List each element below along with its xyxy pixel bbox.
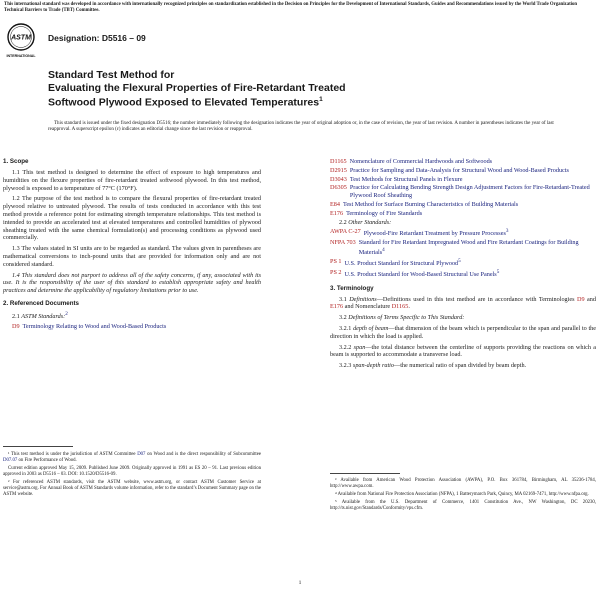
reference-title-link[interactable]: Test Method for Surface Burning Characteristics of Building Materials [342,200,519,208]
reference-item [330,184,596,200]
reference-title-link[interactable]: Nomenclature of Commercial Hardwoods and Softwoods [349,158,493,165]
footnotes-right [330,478,596,514]
reference-title-link[interactable]: U.S. Product Standard for Wood-Based Structural Use Panels$^5$ [344,268,500,278]
reference-item [330,269,596,279]
terminology-heading: 3. Terminology [330,284,374,292]
footnote-divider-left [3,446,73,447]
reference-item [330,167,596,175]
reference-code-link[interactable]: AWPA C-27 [330,228,361,236]
title-line-2: Evaluating the Flexural Properties of Fire-Retardant Treated [48,81,346,94]
title-line-1: Standard Test Method for [48,69,175,81]
committee-d07-link[interactable]: D07 [137,452,146,457]
reference-title-link[interactable]: Standard for Fire Retardant Impregnated Wood and Fire Retardant Coatings for Building Materials$^4$ [358,239,579,257]
reference-title-link[interactable]: Terminology of Fire Standards [346,209,423,217]
logo-text: ASTM [11,34,31,42]
footnote-4: ⁴ Available from National Fire Protection Association (NFPA), 1 Batterymarch Park, Quincy, MA 02169-7471, http://www.nfpa.org. [335,492,589,497]
d1165-link[interactable]: D1165 [391,303,409,311]
reference-title-link[interactable]: Terminology Relating to Wood and Wood-Based Products [22,322,167,330]
subcommittee-d0707-link[interactable]: D07.07 [3,458,18,463]
reference-code-link[interactable]: D1165 [330,158,347,165]
scope-heading: 1. Scope [3,158,29,165]
reference-item [330,158,596,166]
reference-code-link[interactable]: D3043 [330,175,347,183]
footnote-1-current-edition: Current edition approved May 15, 2009. Published June 2009. Originally approved in 1991 as ES 20 – 91. Last previous edition approved in 2003 as D5516 – 03. DOI: 10.1520/D5516-09. [3,466,261,477]
reference-code-link[interactable]: E176 [330,209,344,217]
reference-item [330,228,596,238]
d9-link[interactable]: D9 [577,295,585,303]
reference-code-link[interactable]: D2915 [330,166,347,174]
right-column [330,158,596,373]
astm-standards-label: 2.1 ASTM Standards:$^2$ [12,310,68,321]
terminology-3-1: 3.1 Definitions—Definitions used in this test method are in accordance with Terminologies D9 and E176 and Nomenclature D1165. [330,295,596,311]
issued-note: This standard is issued under the fixed designation D5516; the number immediately following the designation indicates the year of original adoption or, in the case of revision, the year of last revision. A number in parentheses indicates the year of last reapproval. A superscript epsilon (ε) indicates an editorial change since the last revision or reapproval. [48,121,554,133]
reference-title-link[interactable]: Test Methods for Structural Panels in Flexure [349,175,463,183]
left-column [3,158,261,332]
reference-item [3,323,261,331]
reference-code-link[interactable]: D9 [12,322,20,330]
title-footnote-ref[interactable]: 1 [319,96,323,103]
terminology-3-2: 3.2 Definitions of Terms Specific to This Standard: [339,314,465,322]
footnote-5: ⁵ Available from the U.S. Department of Commerce, 1401 Constitution Ave., NW Washington, DC 20230, http://ts.nist.gov/Standards/Conformity/vps.cfm. [330,500,596,511]
reference-title-link[interactable]: U.S. Product Standard for Structural Plywood$^5$ [344,257,461,267]
terminology-3-2-1: 3.2.1 depth of beam—that dimension of the beam which is perpendicular to the span and parallel to the direction in which the load is applied. [330,325,596,340]
reference-code-link[interactable]: D6305 [330,184,347,192]
reference-code-link[interactable]: NFPA 703 [330,239,356,247]
reference-item [330,258,596,268]
footnote-2: ² For referenced ASTM standards, visit the ASTM website, www.astm.org, or contact ASTM Customer Service at service@astm.org. For Annual Book of ASTM Standards volume information, refer to the standard’s Document Summary page on the ASTM website. [3,480,261,497]
reference-item [330,210,596,218]
referenced-documents-heading: 2. Referenced Documents [3,299,79,307]
reference-title-link[interactable]: Practice for Calculating Bending Strength Design Adjustment Factors for Fire-Retardant-Treated Plywood Roof Sheathing [349,184,590,200]
terminology-3-2-2: 3.2.2 span—the total distance between the centerline of supports providing the reactions on which a beam is supported to accommodate a transverse load. [330,343,596,359]
scope-1-1: 1.1 This test method is designed to determine the effect of exposure to high temperatures and humidities on the flexure properties of fire-retardant treated softwood plywood. In this test method, plywood is exposed to a temperature of 77°C (170°F). [3,169,261,192]
reference-title-link[interactable]: Plywood-Fire Retardant Treatment by Pressure Processes$^3$ [363,228,509,238]
title-line-3: Softwood Plywood Exposed to Elevated Temperatures$^1$ [48,96,323,109]
page-number: 1 [298,580,302,586]
other-standards-label: 2.2 Other Standards: [339,218,392,226]
logo-subtext: INTERNATIONAL [6,54,36,58]
footnote-3: ³ Available from American Wood Protection Association (AWPA), P.O. Box 361784, Birmingham, AL 35236-1784, http://www.awpa.com. [330,478,596,489]
terminology-3-2-3: 3.2.3 span-depth ratio—the numerical ratio of span divided by beam depth. [339,362,527,370]
document-title [48,69,568,109]
reference-code-link[interactable]: PS 2 [330,268,342,276]
reference-item [330,176,596,184]
reference-item [330,239,596,257]
reference-item [330,201,596,209]
footnotes-left [3,452,261,500]
wto-notice: This international standard was developed in accordance with internationally recognized principles on standardization established in the Decision on Principles for the Development of International Standards, Guides and Recommendations issued by the World Trade Organization Technical Barriers to Trade (TBT) Committee. [4,2,578,13]
footnote-1: ¹ This test method is under the jurisdiction of ASTM Committee D07 on Wood and is the direct responsibility of Subcommittee D07.07 on Fire Performance of Wood. [3,452,261,463]
footnote-2-ref[interactable]: 2 [65,310,68,317]
e176-link[interactable]: E176 [330,303,344,311]
scope-1-2: 1.2 The purpose of the test method is to compare the flexural properties of fire-retardant treated plywood relative to untreated plywood. The results of tests conducted in accordance with this test method provide a reference point for estimating strength temperature relationships. This test method is intended to provide an accelerated test at elevated temperatures and controlled humidities of plywood sheathing treated with the same chemical formulation(s) and processing conditions as plywood used commercially. [3,195,261,242]
designation: Designation: D5516 – 09 [48,33,146,43]
footnote-divider-right [330,473,400,474]
scope-1-3: 1.3 The values stated in SI units are to be regarded as standard. The values given in parentheses are mathematical conversions to inch-pound units that are provided for information only and are not considered standard. [3,245,261,268]
reference-code-link[interactable]: PS 1 [330,257,342,265]
scope-1-4: 1.4 This standard does not purport to address all of the safety concerns, if any, associated with its use. It is the responsibility of the user of this standard to establish appropriate safety and health practices and determine the applicability of regulatory limitations prior to use. [3,271,261,295]
reference-code-link[interactable]: E84 [330,200,340,208]
astm-logo-icon [4,22,38,62]
reference-title-link[interactable]: Practice for Sampling and Data-Analysis for Structural Wood and Wood-Based Products [349,166,569,174]
